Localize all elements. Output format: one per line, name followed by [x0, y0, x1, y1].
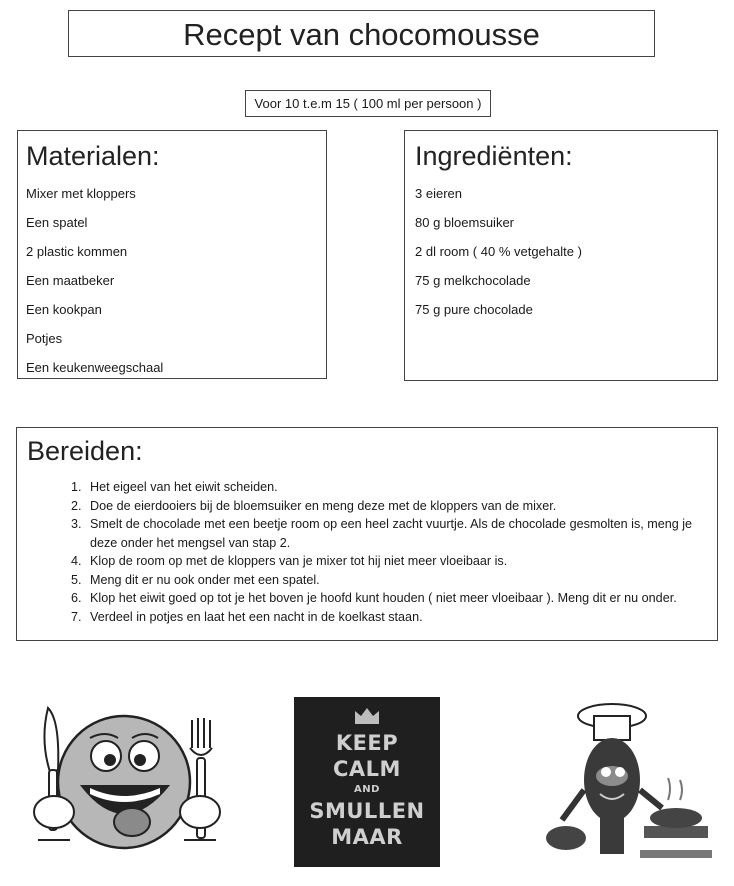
- list-item: 3 eieren: [415, 186, 462, 201]
- list-item: Een maatbeker: [26, 273, 115, 288]
- step-item: 3. Smelt de chocolade met een beetje room op een heel zacht vuurtje. Als de chocolade gesmolten is, meng je deze onder het mengsel van stap 2.: [85, 515, 705, 552]
- list-item: 2 plastic kommen: [26, 244, 128, 259]
- poster-line-and: AND: [354, 784, 380, 795]
- preparation-steps: [27, 478, 717, 626]
- list-item: 75 g melkchocolade: [415, 273, 531, 288]
- poster-line-smullen: SMULLEN: [309, 799, 425, 823]
- serving-info: Voor 10 t.e.m 15 ( 100 ml per persoon ): [254, 96, 482, 111]
- list-item: Een keukenweegschaal: [26, 360, 164, 375]
- list-item: 80 g bloemsuiker: [415, 215, 514, 230]
- step-item: 7. Verdeel in potjes en laat het een nacht in de koelkast staan.: [85, 608, 705, 627]
- title-box: [68, 10, 655, 57]
- preparation-heading: Bereiden:: [27, 436, 143, 466]
- crown-icon: [352, 705, 382, 725]
- poster-line-calm: CALM: [333, 757, 401, 781]
- keep-calm-poster: [294, 697, 440, 867]
- list-item: 2 dl room ( 40 % vetgehalte ): [415, 244, 582, 259]
- step-item: 1. Het eigeel van het eiwit scheiden.: [85, 478, 705, 497]
- poster-line-maar: MAAR: [331, 825, 403, 849]
- page-title: Recept van chocomousse: [183, 17, 540, 52]
- step-item: 2. Doe de eierdooiers bij de bloemsuiker en meng deze met de kloppers van de mixer.: [85, 497, 705, 516]
- chef-icon: [540, 700, 720, 865]
- ingredients-heading: Ingrediënten:: [415, 141, 573, 171]
- list-item: 75 g pure chocolade: [415, 302, 533, 317]
- list-item: Mixer met kloppers: [26, 186, 136, 201]
- ingredients-list: [415, 179, 717, 324]
- materials-list: [26, 179, 326, 382]
- step-item: 5. Meng dit er nu ook onder met een spatel.: [85, 571, 705, 590]
- serving-box: [245, 90, 491, 117]
- step-item: 6. Klop het eiwit goed op tot je het boven je hoofd kunt houden ( niet meer vloeibaar ). Meng dit er nu onder.: [85, 589, 705, 608]
- preparation-section: [16, 427, 718, 641]
- materials-section: [17, 130, 327, 379]
- list-item: Een kookpan: [26, 302, 102, 317]
- chef-illustration: [540, 700, 720, 865]
- ingredients-section: [404, 130, 718, 381]
- list-item: Een spatel: [26, 215, 88, 230]
- hungry-smiley-icon: [20, 700, 230, 860]
- list-item: Potjes: [26, 331, 63, 346]
- hungry-smiley-illustration: [20, 700, 230, 860]
- materials-heading: Materialen:: [26, 141, 160, 171]
- poster-line-keep: KEEP: [335, 731, 399, 755]
- step-item: 4. Klop de room op met de kloppers van je mixer tot hij niet meer vloeibaar is.: [85, 552, 705, 571]
